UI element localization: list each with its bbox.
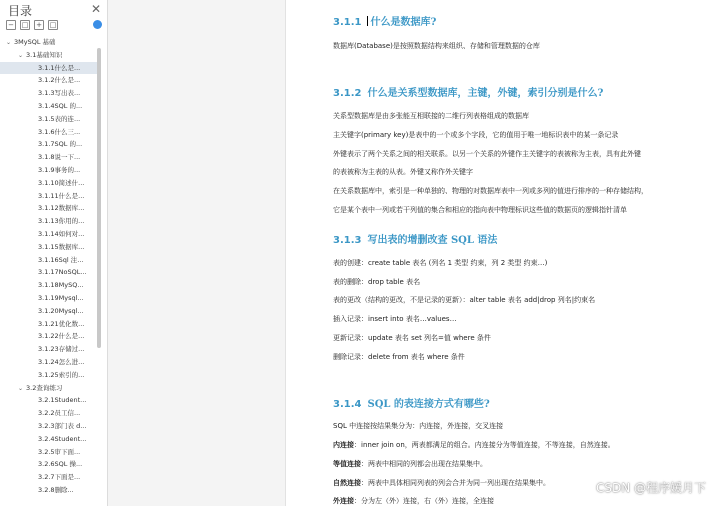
toc-item-label: 3.1.13你用的... (38, 217, 85, 226)
toc-item[interactable] (0, 177, 98, 190)
close-icon[interactable]: ✕ (90, 2, 101, 16)
chevron-down-icon[interactable]: ⌄ (18, 51, 24, 59)
toc-item[interactable] (0, 151, 98, 164)
text-cursor (367, 16, 368, 26)
toc-item[interactable] (0, 87, 98, 100)
toc-sidebar (0, 0, 108, 506)
toc-item-label: 3.1.5表的连... (38, 114, 81, 123)
toc-item[interactable] (0, 446, 98, 459)
toc-item-label: 3.2.1Student... (38, 396, 87, 405)
toc-item[interactable] (0, 202, 98, 215)
toc-item[interactable] (0, 433, 98, 446)
toc-item-label: 3.1.3写出表... (38, 89, 81, 98)
paragraph: 插入记录：insert into 表名…values… (333, 315, 457, 323)
toc-item-label: 3.1.9事务的... (38, 165, 81, 174)
paragraph: 等值连接：两表中相同的列都会出现在结果集中。 (333, 460, 487, 468)
toc-item[interactable] (0, 394, 98, 407)
toc-item-label: 3.1.8说一下... (38, 153, 81, 162)
paragraph: 内连接：inner join on，两表都满足的组合。内连接分为等值连接，不等连接，自然连接。 (333, 441, 615, 449)
toc-item-label: 3.2.4Student... (38, 434, 87, 443)
toc-item-label: 3.1.15数据库... (38, 242, 85, 251)
toc-item[interactable] (0, 458, 98, 471)
toc-item[interactable] (0, 241, 98, 254)
toc-item[interactable] (0, 74, 98, 87)
paragraph: 自然连接：两表中具体相同列表的列会合并为同一列出现在结果集中。 (333, 479, 550, 487)
chevron-down-icon[interactable]: ⌄ (6, 39, 12, 46)
toc-item-label: 3MySQL 基础 (14, 38, 56, 46)
toc-item[interactable] (0, 407, 98, 420)
toc-title: 目录 (8, 4, 33, 18)
page-gutter (108, 0, 286, 506)
toc-item-label: 3.2.3部门表 d... (38, 421, 87, 430)
toc-item-label: 3.1基础知识 (26, 50, 63, 59)
toc-item-label: 3.1.19Mysql... (38, 293, 84, 302)
chevron-down-icon[interactable]: ⌄ (18, 384, 24, 392)
toc-item[interactable] (0, 292, 98, 305)
toc-item-label: 3.1.16Sql 注... (38, 255, 84, 264)
toc-item-label: 3.2.6SQL 操... (38, 460, 83, 469)
paragraph: 更新记录：update 表名 set 列名=值 where 条件 (333, 334, 491, 342)
toc-item[interactable] (0, 318, 98, 331)
toc-item-label: 3.2.7下面是... (38, 473, 81, 482)
paragraph: 的表被称为主表的从表。外键又称作外关键字 (333, 168, 473, 176)
paragraph: 表的删除：drop table 表名 (333, 278, 421, 286)
toc-item-label: 3.1.25索引的... (38, 370, 85, 379)
section-3-1-2-heading: 3.1.2 什么是关系型数据库，主键，外键，索引分别是什么? (333, 88, 604, 99)
toc-item[interactable] (0, 215, 98, 228)
toc-item[interactable] (0, 369, 98, 382)
toc-item-label: 3.1.23存储过... (38, 345, 85, 354)
toc-item[interactable] (0, 382, 98, 395)
toc-item[interactable] (0, 420, 98, 433)
toc-item[interactable] (0, 36, 98, 49)
toc-item[interactable] (0, 330, 98, 343)
toc-item-label: 3.2.8删除... (38, 485, 74, 494)
toc-item-label: 3.1.14如何对... (38, 229, 85, 238)
toc-item-label: 3.2.2员工信... (38, 409, 81, 418)
toc-item[interactable] (0, 266, 98, 279)
paragraph: 在关系数据库中，索引是一种单独的、物理的对数据库表中一列或多列的值进行排序的一种存储结构， (333, 187, 648, 195)
bookmark-icon[interactable]: □ (49, 21, 57, 29)
paragraph: 表的更改（结构的更改，不是记录的更新）：alter table 表名 add|drop 列名|约束名 (333, 296, 596, 304)
paragraph: 数据库(Database)是按照数据结构来组织、存储和管理数据的仓库 (333, 42, 540, 50)
toc-item-label: 3.2.5审下面... (38, 447, 81, 456)
toc-scrollbar[interactable] (97, 48, 101, 348)
expand-all-icon[interactable]: + (34, 20, 44, 30)
toc-item[interactable] (0, 356, 98, 369)
toc-item[interactable] (0, 484, 98, 497)
paragraph: 表的创建：create table 表名 (列名 1 类型 约束，列 2 类型 约束…) (333, 259, 548, 267)
toc-item-label: 3.2查询练习 (26, 383, 63, 392)
paragraph: 它是某个表中一列或若干列值的集合和相应的指向表中物理标识这些值的数据页的逻辑指针清单 (333, 206, 627, 214)
toc-item[interactable] (0, 100, 98, 113)
toc-item[interactable] (0, 228, 98, 241)
toc-item[interactable] (0, 113, 98, 126)
toc-item-label: 3.1.11什么是... (38, 191, 85, 200)
toc-item[interactable] (0, 164, 98, 177)
toc-item-label: 3.1.17NoSQL... (38, 268, 87, 277)
toc-item-label: 3.1.18MySQ... (38, 281, 84, 290)
section-3-1-4-heading: 3.1.4 SQL 的表连接方式有哪些? (333, 399, 490, 410)
collapse-all-icon[interactable]: − (6, 20, 16, 30)
toc-item[interactable] (0, 305, 98, 318)
toc-item-label: 3.1.4SQL 的... (38, 101, 83, 110)
toc-item-label: 3.1.12数据库... (38, 204, 85, 213)
toc-item-label: 3.1.6什么三... (38, 127, 81, 136)
paragraph: SQL 中连接按结果集分为：内连接，外连接，交叉连接 (333, 422, 504, 430)
paragraph: 外连接：分为左（外）连接，右（外）连接，全连接 (333, 497, 494, 505)
paragraph: 删除记录：delete from 表名 where 条件 (333, 353, 465, 361)
toc-item[interactable] (0, 471, 98, 484)
section-3-1-1-heading: 3.1.1 什么是数据库? (333, 17, 437, 28)
toc-item-label: 3.1.7SQL 的... (38, 140, 83, 149)
toc-item-label: 3.1.21优化数... (38, 319, 85, 328)
paragraph: 外键表示了两个关系之间的相关联系。以另一个关系的外键作主关键字的表被称为主表，具有此外键 (333, 150, 641, 158)
toc-item[interactable] (0, 62, 98, 75)
toc-toolbar (6, 20, 58, 30)
paragraph: 关系型数据库是由多张能互相联接的二维行列表格组成的数据库 (333, 112, 529, 120)
csdn-watermark: CSDN @程序媛月下 (595, 481, 706, 495)
toc-item[interactable] (0, 138, 98, 151)
toc-scroll-thumb[interactable] (97, 48, 101, 348)
toc-item[interactable] (0, 279, 98, 292)
toc-item-label: 3.1.22什么是... (38, 332, 85, 341)
toc-item-label: 3.1.10简述什... (38, 178, 85, 187)
toc-item[interactable] (0, 343, 98, 356)
toc-item[interactable] (0, 254, 98, 267)
toc-list (0, 36, 98, 497)
toc-item[interactable] (0, 49, 98, 62)
document-page (286, 0, 720, 506)
toc-item-label: 3.1.1什么是... (38, 63, 81, 72)
toc-item-label: 3.1.24怎么进... (38, 357, 85, 366)
toc-item[interactable] (0, 190, 98, 203)
toc-item-label: 3.1.20Mysql... (38, 306, 84, 315)
toc-settings-icon[interactable] (93, 20, 102, 29)
paragraph: 主关键字(primary key)是表中的一个或多个字段，它的值用于唯一地标识表中的某一条记录 (333, 131, 619, 139)
page-view-icon[interactable]: □ (21, 21, 29, 29)
toc-item[interactable] (0, 126, 98, 139)
section-3-1-3-heading: 3.1.3 写出表的增删改查 SQL 语法 (333, 235, 498, 246)
toc-item-label: 3.1.2什么是... (38, 76, 81, 85)
